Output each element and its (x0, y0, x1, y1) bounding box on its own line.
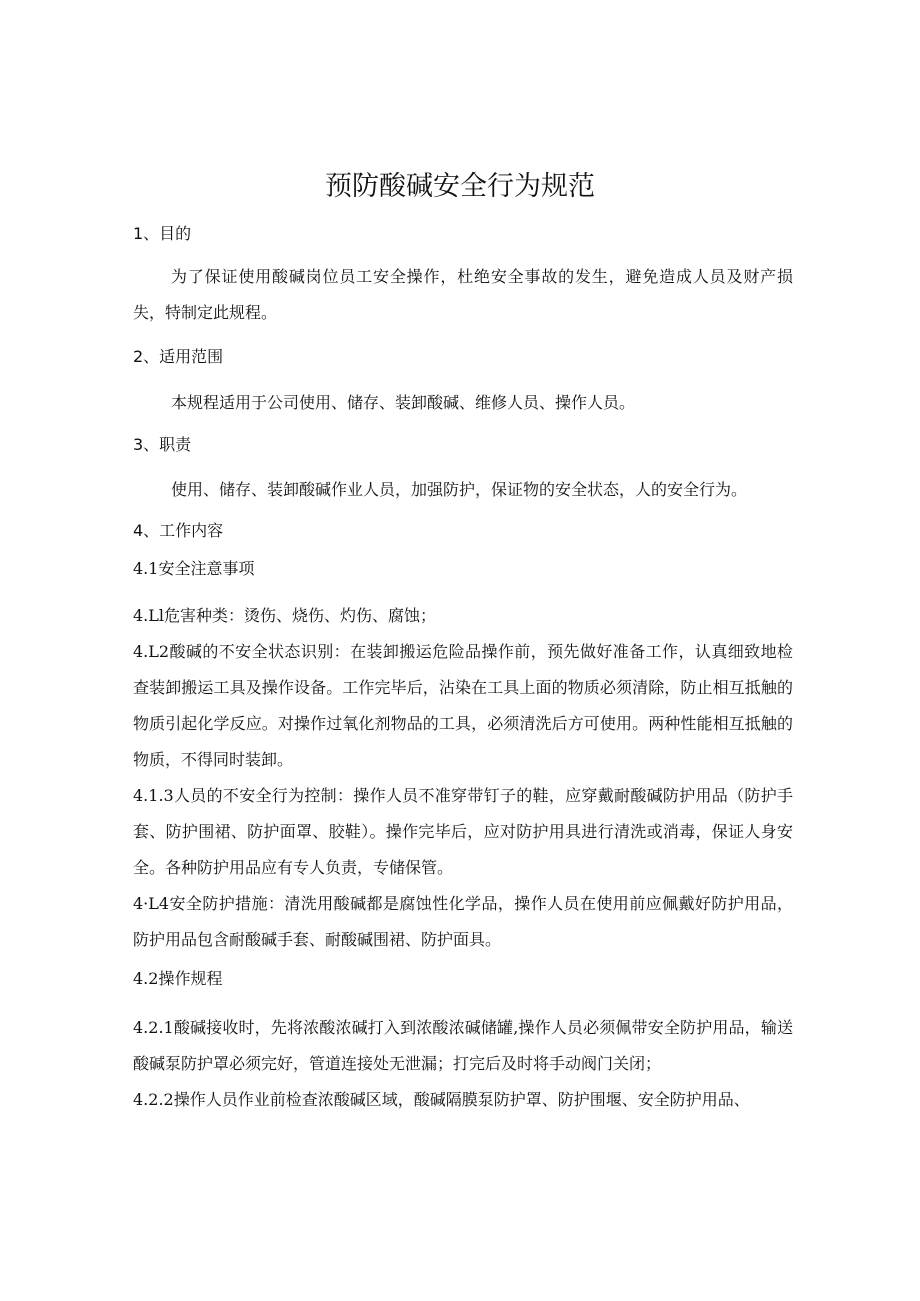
item-4-2-2: 4.2.2操作人员作业前检查浓酸碱区域，酸碱隔膜泵防护罩、防护围堰、安全防护用品、 (133, 1090, 750, 1109)
section-text-scope: 本规程适用于公司使用、储存、装卸酸碱、维修人员、操作人员。 (171, 393, 636, 412)
item-4-1-1: 4.Ll危害种类：烫伤、烧伤、灼伤、腐蚀； (133, 606, 437, 625)
section-heading-duties: 3、职责 (133, 435, 192, 454)
section-heading-purpose: 1、目的 (133, 224, 192, 243)
item-4-2-1: 4.2.1酸碱接收时，先将浓酸浓碱打入到浓酸浓碱储罐,操作人员必须佩带安全防护用品，输送酸碱泵防护罩必须完好，管道连接处无泄漏；打完后及时将手动阀门关闭； (133, 1018, 793, 1073)
document-title: 预防酸碱安全行为规范 (325, 171, 595, 202)
section-text-duties: 使用、储存、装卸酸碱作业人员，加强防护，保证物的安全状态，人的安全行为。 (171, 480, 748, 499)
section-text-purpose: 为了保证使用酸碱岗位员工安全操作，杜绝安全事故的发生，避免造成人员及财产损失，特制定此规程。 (133, 267, 793, 322)
item-4-1-2: 4.L2酸碱的不安全状态识别：在装卸搬运危险品操作前，预先做好准备工作，认真细致地检查装卸搬运工具及操作设备。工作完毕后，沾染在工具上面的物质必须清除，防止相互抵触的物质引起化学反应。对操作过氧化剂物品的工具，必须清洗后方可使用。两种性能相互抵触的物质，不得同时装卸。 (133, 642, 793, 769)
section-heading-work-content: 4、工作内容 (133, 521, 224, 540)
section-heading-scope: 2、适用范围 (133, 347, 224, 366)
subsection-heading-4-1: 4.1安全注意事项 (133, 559, 255, 578)
item-4-1-4: 4·L4安全防护措施：清洗用酸碱都是腐蚀性化学品，操作人员在使用前应佩戴好防护用品，防护用品包含耐酸碱手套、耐酸碱围裙、防护面具。 (133, 894, 793, 949)
item-4-1-3: 4.1.3人员的不安全行为控制：操作人员不准穿带钉子的鞋，应穿戴耐酸碱防护用品（防护手套、防护围裙、防护面罩、胶鞋）。操作完毕后，应对防护用具进行清洗或消毒，保证人身安全。各种防护用品应有专人负责，专储保管。 (133, 786, 793, 877)
subsection-heading-4-2: 4.2操作规程 (133, 969, 223, 988)
